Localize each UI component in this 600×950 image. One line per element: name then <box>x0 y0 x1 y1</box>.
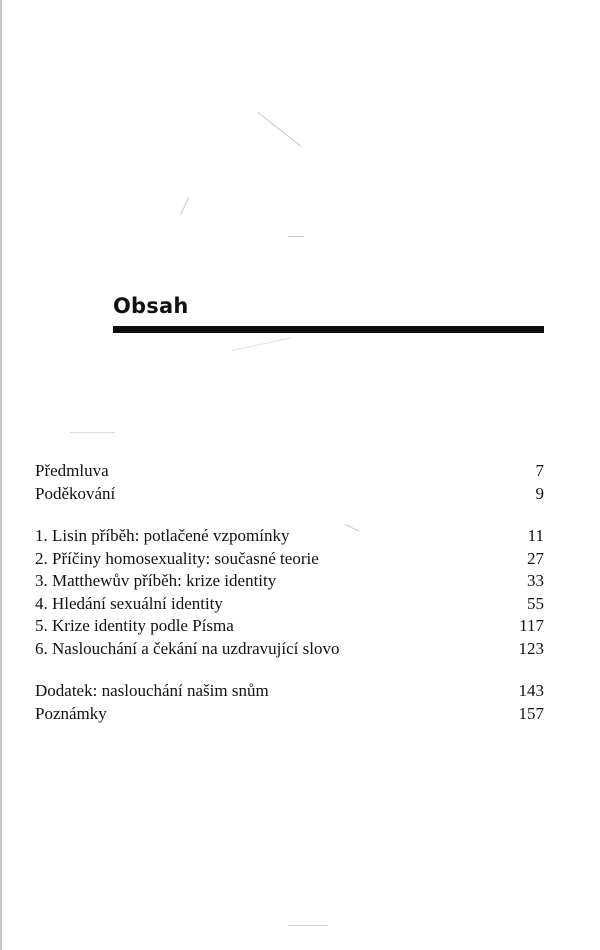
title-rule <box>113 326 544 333</box>
toc-entry[interactable] <box>35 548 544 571</box>
toc-entry-title: 2. Příčiny homosexuality: současné teorie <box>35 548 319 568</box>
toc-entry[interactable] <box>35 525 544 548</box>
toc-entry[interactable] <box>35 680 544 703</box>
page-title: Obsah <box>113 294 189 318</box>
scan-speck <box>288 925 328 926</box>
toc-entry-page: 11 <box>527 526 544 545</box>
toc-entry-title: Dodatek: naslouchání našim snům <box>35 681 269 700</box>
scan-speck <box>288 236 304 237</box>
toc-entry[interactable] <box>35 460 544 483</box>
toc-entry-title: Předmluva <box>35 461 109 480</box>
scan-speck <box>180 197 189 216</box>
toc-entry-title: 1. Lisin příběh: potlačené vzpomínky <box>35 526 290 545</box>
toc-entry[interactable] <box>35 593 544 616</box>
toc-entry-title: 4. Hledání sexuální identity <box>35 593 223 613</box>
toc-chapters <box>35 525 544 660</box>
toc-entry-page: 55 <box>527 593 544 613</box>
toc-entry[interactable] <box>35 570 544 593</box>
toc-entry-title: 6. Naslouchání a čekání na uzdravující slovo <box>35 638 340 658</box>
table-of-contents <box>35 460 544 745</box>
toc-entry-page: 7 <box>535 461 544 480</box>
toc-front-matter <box>35 460 544 505</box>
toc-entry-page: 123 <box>518 638 544 658</box>
toc-entry-page: 143 <box>518 681 544 700</box>
toc-entry[interactable] <box>35 615 544 638</box>
toc-entry-page: 9 <box>535 483 544 503</box>
scan-speck <box>232 338 291 351</box>
toc-back-matter <box>35 680 544 725</box>
page-edge <box>0 0 2 950</box>
toc-entry-title: Poděkování <box>35 483 116 503</box>
toc-entry[interactable] <box>35 638 544 661</box>
toc-entry-page: 27 <box>527 548 544 568</box>
toc-entry-page: 117 <box>519 616 544 635</box>
toc-entry-title: Poznámky <box>35 703 107 723</box>
toc-entry[interactable] <box>35 483 544 506</box>
scan-speck <box>70 432 115 433</box>
toc-entry-page: 157 <box>518 703 544 723</box>
toc-entry-title: 3. Matthewův příběh: krize identity <box>35 571 277 590</box>
toc-entry[interactable] <box>35 703 544 726</box>
scan-speck <box>257 112 301 147</box>
toc-entry-title: 5. Krize identity podle Písma <box>35 616 234 635</box>
toc-entry-page: 33 <box>527 571 544 590</box>
